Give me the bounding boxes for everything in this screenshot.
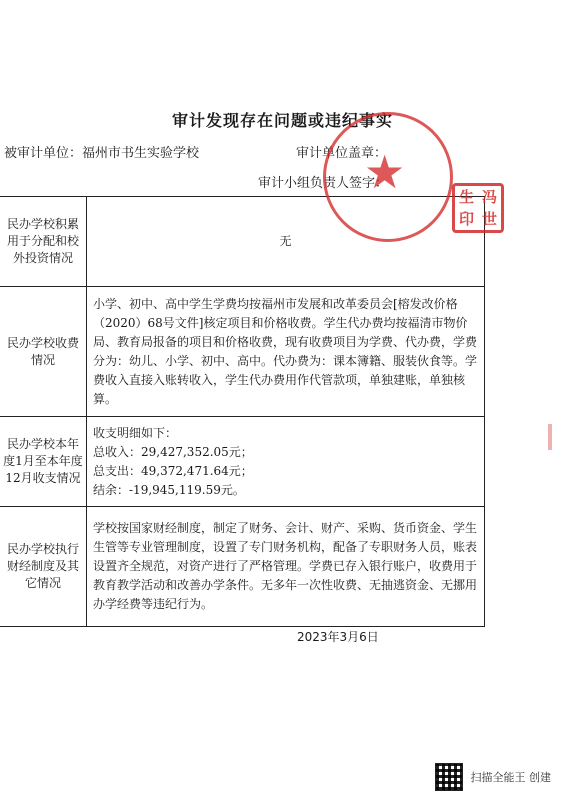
income-detail-line: 总支出：49,372,471.64元； <box>93 463 253 478</box>
seal-char: 生 <box>458 187 474 206</box>
row-value: 学校按国家财经制度，制定了财务、会计、财产、采购、货币资金、学生生管等专业管理制度，设置了专门财务机构，配备了专职财务人员，账表设置齐全规范，对资产进行了严格管理。学费已存入银行账户，收费用于教育教学活动和改善办学条件。无多年一次性收费、无抽逃资金、无挪用办学经费等违纪行为。 <box>87 507 485 627</box>
seal-char: 冯 <box>481 187 497 206</box>
seal-char: 世 <box>481 209 497 228</box>
audited-unit-line <box>4 142 199 161</box>
income-detail-line: 结余：-19,945,119.59元。 <box>93 482 245 497</box>
table-row <box>0 417 485 507</box>
row-value: 无 <box>87 197 485 287</box>
team-leader-label: 审计小组负责人签字： <box>258 176 389 191</box>
seal-char: 印 <box>458 209 474 228</box>
document-date: 2023年3月6日 <box>297 630 379 644</box>
qr-code-icon <box>435 763 463 791</box>
row-value <box>87 417 485 507</box>
personal-seal-stamp <box>452 183 504 233</box>
row-label: 民办学校积累用于分配和校外投资情况 <box>0 197 87 287</box>
audited-unit-label: 被审计单位： <box>4 146 83 161</box>
audited-unit-value: 福州市书生实验学校 <box>82 146 200 161</box>
star-icon: ★ <box>364 145 406 199</box>
table-row <box>0 287 485 417</box>
ink-mark <box>548 424 552 450</box>
document-title: 审计发现存在问题或违纪事实 <box>171 111 393 130</box>
row-label: 民办学校收费情况 <box>0 287 87 417</box>
official-seal-stamp <box>323 112 453 242</box>
income-detail-line: 总收入：29,427,352.05元； <box>93 444 253 459</box>
audit-table <box>0 196 485 627</box>
scanner-watermark <box>435 763 552 791</box>
income-detail-line: 收支明细如下： <box>93 425 178 440</box>
table-row <box>0 507 485 627</box>
row-value: 小学、初中、高中学生学费均按福州市发展和改革委员会[榕发改价格（2020）68号文件]核定项目和价格收费。学生代办费均按福清市物价局、教育局报备的项目和价格收费，现有收费项目为学费、代办费，学费分为：幼儿、小学、初中、高中。代办费为：课本簿籍、服装伙食等。学费收入直接入账转收入，学生代办费用作代管款项，单独建账，单独核算。 <box>87 287 485 417</box>
row-label: 民办学校本年度1月至本年度12月收支情况 <box>0 417 87 507</box>
row-label: 民办学校执行财经制度及其它情况 <box>0 507 87 627</box>
audit-unit-seal-label: 审计单位盖章： <box>296 146 388 161</box>
scanner-app-label: 扫描全能王 创建 <box>470 771 551 784</box>
